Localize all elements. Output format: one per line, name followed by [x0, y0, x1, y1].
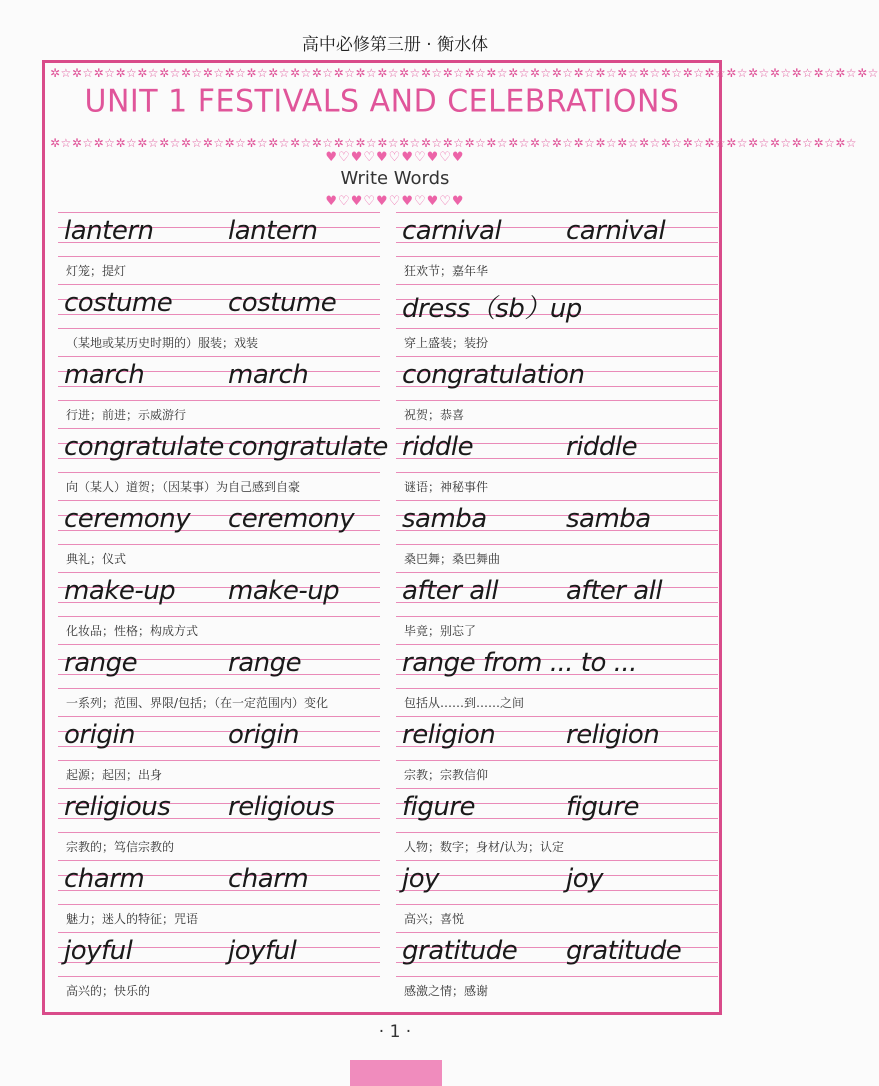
phrase: range from ... to ... [402, 648, 637, 678]
unit-title: UNIT 1 FESTIVALS AND CELEBRATIONS [84, 83, 680, 120]
word-copy: origin [228, 720, 300, 750]
left-word-column [58, 212, 388, 1004]
meaning: 起源；起因；出身 [66, 768, 163, 782]
hearts-decoration-bottom: ♥♡♥♡♥♡♥♡♥♡♥ [325, 194, 465, 209]
meaning: 宗教；宗教信仰 [404, 768, 489, 782]
word-copy: carnival [566, 216, 666, 246]
meaning: 化妆品；性格；构成方式 [66, 624, 199, 638]
meaning: （某地或某历史时期的）服装；戏装 [66, 336, 259, 350]
word-entry [58, 284, 380, 356]
meaning: 高兴的；快乐的 [66, 984, 151, 998]
word-copy: congratulate [228, 432, 388, 462]
word-entry [396, 644, 718, 716]
word-entry [396, 500, 718, 572]
word: religion [402, 720, 496, 750]
word-entry [396, 284, 718, 356]
word: joy [402, 864, 440, 894]
word-entry [58, 212, 380, 284]
word-entry [58, 644, 380, 716]
word: charm [64, 864, 145, 894]
word: congratulate [64, 432, 224, 462]
word-copy: march [228, 360, 309, 390]
word: origin [64, 720, 136, 750]
word-copy: lantern [228, 216, 318, 246]
word-copy: make-up [228, 576, 340, 606]
meaning: 魅力；迷人的特征；咒语 [66, 912, 199, 926]
word-entry [396, 788, 718, 860]
word-copy: samba [566, 504, 651, 534]
word-entry [58, 788, 380, 860]
meaning: 行进；前进；示威游行 [66, 408, 187, 422]
word-entry [396, 212, 718, 284]
meaning: 人物；数字；身材/认为；认定 [404, 840, 565, 854]
word-copy: range [228, 648, 302, 678]
word-entry [58, 860, 380, 932]
meaning: 感激之情；感谢 [404, 984, 489, 998]
word-copy: gratitude [566, 936, 682, 966]
word: lantern [64, 216, 154, 246]
right-word-column [396, 212, 718, 1004]
word-entry [396, 572, 718, 644]
meaning: 毕竟；别忘了 [404, 624, 477, 638]
section-title: Write Words [340, 168, 450, 189]
word-copy: riddle [566, 432, 638, 462]
meaning: 一系列；范围、界限/包括；（在一定范围内）变化 [66, 696, 329, 710]
phrase: dress（sb）up [402, 294, 582, 324]
meaning: 宗教的；笃信宗教的 [66, 840, 175, 854]
word-entry [58, 932, 380, 1004]
word-copy: joy [566, 864, 604, 894]
word-copy: charm [228, 864, 309, 894]
word-copy: after all [566, 576, 663, 606]
meaning: 高兴；喜悦 [404, 912, 465, 926]
word-entry [58, 356, 380, 428]
word-entry [396, 860, 718, 932]
word: march [64, 360, 145, 390]
meaning: 狂欢节；嘉年华 [404, 264, 489, 278]
word-entry [396, 356, 718, 428]
word-entry [396, 932, 718, 1004]
word: riddle [402, 432, 474, 462]
meaning: 谜语；神秘事件 [404, 480, 489, 494]
word-copy: religion [566, 720, 660, 750]
star-border-top: ✲☆✲☆✲☆✲☆✲☆✲☆✲☆✲☆✲☆✲☆✲☆✲☆✲☆✲☆✲☆✲☆✲☆✲☆✲☆✲☆✲☆✲☆✲☆✲☆✲☆✲☆✲☆✲☆✲☆✲☆✲☆✲☆✲☆✲☆✲☆✲☆✲☆✲☆ [50, 66, 879, 80]
word-entry [396, 716, 718, 788]
word-copy: figure [566, 792, 640, 822]
word: carnival [402, 216, 502, 246]
word-entry [396, 428, 718, 500]
word-copy: joyful [228, 936, 297, 966]
word-entry [58, 716, 380, 788]
meaning: 向（某人）道贺；（因某事）为自己感到自豪 [66, 480, 301, 494]
hearts-decoration-top: ♥♡♥♡♥♡♥♡♥♡♥ [325, 150, 465, 165]
word-entry [58, 500, 380, 572]
meaning: 典礼；仪式 [66, 552, 127, 566]
meaning: 祝贺；恭喜 [404, 408, 465, 422]
book-header: 高中必修第三册 · 衡水体 [301, 35, 489, 55]
word: samba [402, 504, 487, 534]
word: religious [64, 792, 171, 822]
word-entry [58, 572, 380, 644]
phrase: congratulation [402, 360, 585, 390]
word-copy: ceremony [228, 504, 355, 534]
page-number: · 1 · [378, 1022, 412, 1042]
word: figure [402, 792, 476, 822]
word: ceremony [64, 504, 191, 534]
word-entry [58, 428, 388, 500]
meaning: 桑巴舞；桑巴舞曲 [404, 552, 501, 566]
meaning: 穿上盛装；装扮 [404, 336, 489, 350]
word: costume [64, 288, 173, 318]
word-copy: costume [228, 288, 337, 318]
meaning: 包括从……到……之间 [404, 696, 525, 710]
word-copy: religious [228, 792, 335, 822]
word: make-up [64, 576, 176, 606]
word: range [64, 648, 138, 678]
star-border-bottom: ✲☆✲☆✲☆✲☆✲☆✲☆✲☆✲☆✲☆✲☆✲☆✲☆✲☆✲☆✲☆✲☆✲☆✲☆✲☆✲☆✲☆✲☆✲☆✲☆✲☆✲☆✲☆✲☆✲☆✲☆✲☆✲☆✲☆✲☆✲☆✲☆✲☆ [50, 136, 858, 150]
word: after all [402, 576, 499, 606]
page-tab-marker [350, 1060, 442, 1086]
word: gratitude [402, 936, 518, 966]
word: joyful [64, 936, 133, 966]
meaning: 灯笼；提灯 [66, 264, 127, 278]
